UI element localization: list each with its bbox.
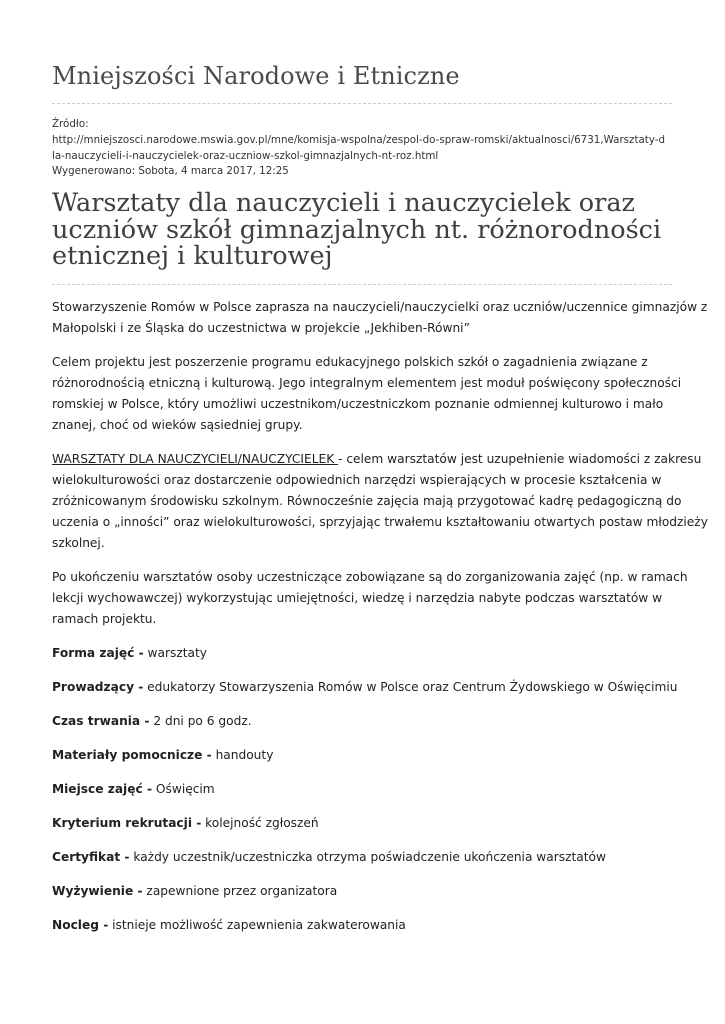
paragraph-after bbox=[52, 567, 688, 630]
field-label: Certyfikat - bbox=[52, 850, 130, 864]
field-materials bbox=[52, 745, 672, 766]
text-line: ramach projektu. bbox=[52, 612, 157, 626]
article-title-line: Warsztaty dla nauczycieli i nauczycielek oraz bbox=[52, 188, 635, 218]
text-line: Stowarzyszenie Romów w Polsce zaprasza na nauczycieli/nauczycielki oraz uczniów/uczennice gimnazjów z bbox=[52, 300, 708, 314]
source-label: Źródło: bbox=[52, 118, 89, 130]
field-certificate bbox=[52, 847, 672, 868]
field-value: 2 dni po 6 godz. bbox=[149, 714, 252, 728]
field-label: Prowadzący - bbox=[52, 680, 144, 694]
text-line: romskiej w Polsce, który umożliwi uczestnikom/uczestniczkom poznanie odmiennej kulturowo i mało bbox=[52, 397, 664, 411]
field-label: Nocleg - bbox=[52, 918, 109, 932]
site-title: Mniejszości Narodowe i Etniczne bbox=[52, 62, 460, 90]
field-label: Materiały pomocnicze - bbox=[52, 748, 212, 762]
paragraph-workshops bbox=[52, 449, 708, 554]
text-line: wielokulturowości oraz dostarczenie odpowiednich narzędzi wspierających w procesie kształcenia w bbox=[52, 473, 662, 487]
field-label: Kryterium rekrutacji - bbox=[52, 816, 202, 830]
field-value: Oświęcim bbox=[152, 782, 215, 796]
article-title-line: etnicznej i kulturowej bbox=[52, 241, 333, 271]
text-line: lekcji wychowawczej) wykorzystując umiejętności, wiedzę i narzędzia nabyte podczas warsztatów w bbox=[52, 591, 663, 605]
field-value: warsztaty bbox=[143, 646, 207, 660]
field-label: Miejsce zajęć - bbox=[52, 782, 153, 796]
field-label: Czas trwania - bbox=[52, 714, 150, 728]
field-value: zapewnione przez organizatora bbox=[142, 884, 338, 898]
field-location bbox=[52, 779, 672, 800]
field-duration bbox=[52, 711, 672, 732]
article-title bbox=[52, 190, 672, 270]
text-line bbox=[52, 449, 702, 470]
paragraph-goal bbox=[52, 352, 682, 436]
text-line: Celem projektu jest poszerzenie programu edukacyjnego polskich szkół o zagadnienia związane z bbox=[52, 355, 648, 369]
field-leaders bbox=[52, 677, 678, 698]
article-body bbox=[52, 297, 708, 949]
paragraph-intro bbox=[52, 297, 708, 339]
field-value: każdy uczestnik/uczestniczka otrzyma poświadczenie ukończenia warsztatów bbox=[129, 850, 606, 864]
field-accommodation bbox=[52, 915, 672, 936]
text-line: uczenia o „inności” oraz wielokulturowości, sprzyjając trwałemu kształtowaniu otwartych postaw młodzieży bbox=[52, 515, 708, 529]
text-line: szkolnej. bbox=[52, 536, 105, 550]
field-value: handouty bbox=[211, 748, 274, 762]
source-url-line-1: http://mniejszosci.narodowe.mswia.gov.pl/mne/komisja-wspolna/zespol-do-spraw-romski/aktualnosci/6731,Warsztaty-d bbox=[52, 133, 665, 146]
workshops-heading: WARSZTATY DLA NAUCZYCIELI/NAUCZYCIELEK bbox=[52, 452, 339, 466]
text-line: różnorodnością etniczną i kulturową. Jego integralnym elementem jest moduł poświęcony społeczności bbox=[52, 376, 682, 390]
generated-date: Wygenerowano: Sobota, 4 marca 2017, 12:25 bbox=[52, 165, 289, 178]
title-divider bbox=[52, 284, 672, 285]
field-label: Wyżywienie - bbox=[52, 884, 143, 898]
article-title-line: uczniów szkół gimnazjalnych nt. różnorodności bbox=[52, 214, 662, 245]
field-label: Forma zajęć - bbox=[52, 646, 144, 660]
field-recruitment bbox=[52, 813, 672, 834]
field-form bbox=[52, 643, 672, 664]
field-catering bbox=[52, 881, 672, 902]
source-meta bbox=[52, 117, 672, 180]
field-value: kolejność zgłoszeń bbox=[201, 816, 319, 830]
text-line: znanej, choć od wieków sąsiedniej grupy. bbox=[52, 418, 303, 432]
source-url-line-2: la-nauczycieli-i-nauczycielek-oraz-uczniow-szkol-gimnazjalnych-nt-roz.html bbox=[52, 149, 439, 162]
workshops-heading-rest: - celem warsztatów jest uzupełnienie wiadomości z zakresu bbox=[338, 452, 702, 466]
text-line: zróżnicowanym środowisku szkolnym. Równocześnie zajęcia mają przygotować kadrę pedagogiczną do bbox=[52, 494, 682, 508]
header-divider bbox=[52, 103, 672, 104]
field-value: istnieje możliwość zapewnienia zakwaterowania bbox=[108, 918, 406, 932]
field-value: edukatorzy Stowarzyszenia Romów w Polsce oraz Centrum Żydowskiego w Oświęcimiu bbox=[143, 680, 678, 694]
text-line: Po ukończeniu warsztatów osoby uczestniczące zobowiązane są do zorganizowania zajęć (np. w ramach bbox=[52, 570, 688, 584]
text-line: Małopolski i ze Śląska do uczestnictwa w projekcie „Jekhiben-Równi” bbox=[52, 321, 470, 335]
